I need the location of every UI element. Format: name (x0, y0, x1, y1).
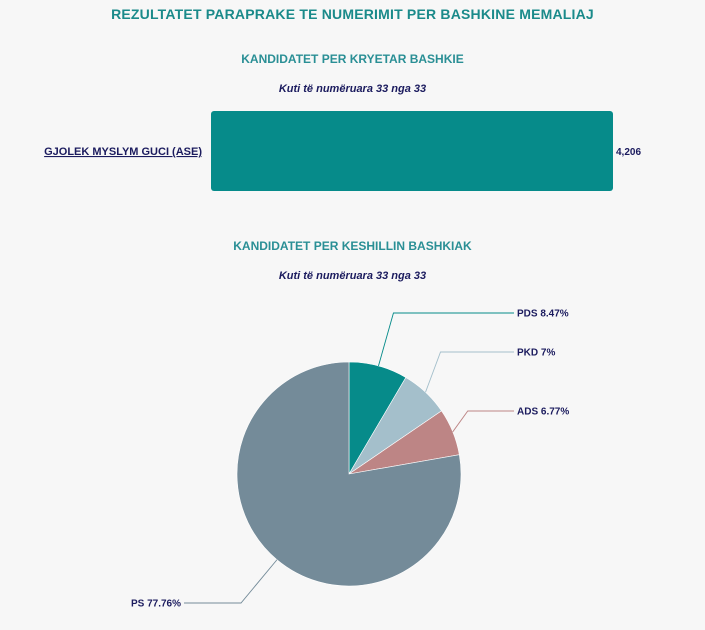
pie-slice-label-0: PDS 8.47% (517, 308, 569, 320)
pie-leader-line-0 (378, 313, 514, 366)
bar-chart-subtitle: Kuti të numëruara 33 nga 33 (278, 83, 427, 95)
pie-leader-line-2 (453, 411, 514, 432)
bar-value-label-0: 4,206 (616, 147, 642, 158)
bar-0 (211, 111, 613, 191)
pie-slice-label-3: PS 77.76% (130, 598, 181, 610)
page-title: REZULTATET PARAPRAKE TE NUMERIMIT PER BASHKINE MEMALIAJ (111, 6, 594, 22)
pie-chart-subtitle: Kuti të numëruara 33 nga 33 (278, 270, 427, 282)
pie-chart-title: KANDIDATET PER KESHILLIN BASHKIAK (233, 239, 472, 253)
bar-category-label-0: GJOLEK MYSLYM GUCI (ASE) (44, 146, 202, 158)
pie-slice-label-2: ADS 6.77% (517, 406, 570, 418)
pie-slice-label-1: PKD 7% (517, 347, 556, 359)
pie-leader-line-1 (426, 352, 514, 392)
bar-chart-title: KANDIDATET PER KRYETAR BASHKIE (241, 52, 464, 66)
pie-leader-line-3 (184, 560, 277, 603)
